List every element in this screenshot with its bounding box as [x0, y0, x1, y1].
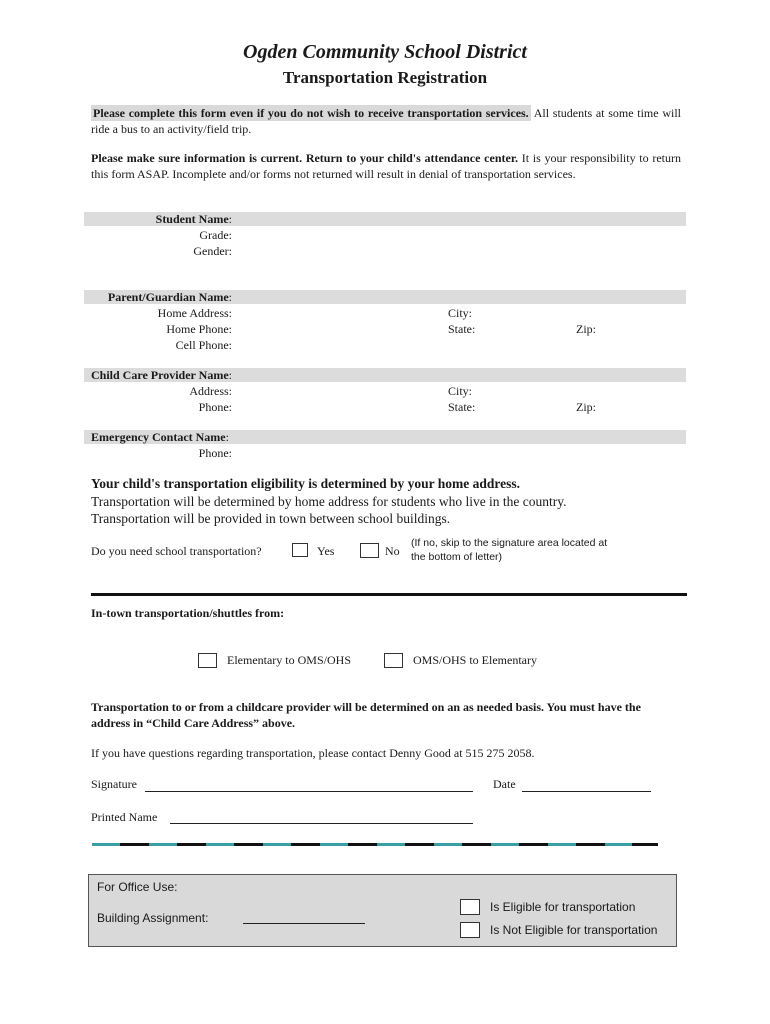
- not-eligible-checkbox[interactable]: [460, 922, 480, 938]
- signature-line[interactable]: [145, 791, 473, 792]
- emergency-name-label: Emergency Contact Name:: [91, 430, 229, 444]
- transport-question: Do you need school transportation?: [91, 544, 262, 558]
- cell-phone-label: Cell Phone:: [175, 338, 232, 352]
- childcare-name-label: Child Care Provider Name:: [91, 368, 232, 382]
- home-phone-label: Home Phone:: [166, 322, 232, 336]
- intro-rest-2: It is your responsibility to return this form ASAP. Incomplete and/or forms not returned will result in denial of transportation services.: [91, 151, 681, 181]
- office-use-box: [88, 874, 677, 947]
- no-label: No: [385, 544, 400, 558]
- no-note: (If no, skip to the signature area located at the bottom of letter): [411, 537, 608, 563]
- student-name-label: Student Name:: [155, 212, 232, 226]
- eligible-checkbox[interactable]: [460, 899, 480, 915]
- eligible-label: Is Eligible for transportation: [490, 900, 636, 914]
- oms-to-elem-checkbox[interactable]: [384, 653, 403, 668]
- intro-paragraph-2: [91, 150, 681, 182]
- building-assignment-line[interactable]: [243, 923, 365, 924]
- intro-rest: All students at some time will ride a bus to an activity/field trip.: [91, 106, 681, 136]
- office-heading: For Office Use:: [97, 880, 178, 894]
- printed-name-label: Printed Name: [91, 810, 158, 824]
- parent-state-label: State:: [448, 322, 476, 336]
- childcare-city-label: City:: [448, 384, 473, 398]
- form-title: Transportation Registration: [282, 68, 488, 87]
- district-title: Ogden Community School District: [243, 41, 527, 63]
- childcare-zip-label: Zip:: [576, 400, 596, 414]
- oms-to-elem-label: OMS/OHS to Elementary: [413, 653, 537, 667]
- emergency-phone-label: Phone:: [198, 446, 232, 460]
- elem-to-oms-checkbox[interactable]: [198, 653, 217, 668]
- yes-checkbox[interactable]: [292, 543, 308, 557]
- no-checkbox[interactable]: [360, 543, 379, 558]
- gender-label: Gender:: [193, 244, 232, 258]
- childcare-state-label: State:: [448, 400, 476, 414]
- section-divider: [91, 593, 687, 596]
- contact-note: If you have questions regarding transportation, please contact Denny Good at 515 275 2058.: [91, 746, 535, 760]
- intro-highlight: Please complete this form even if you do not wish to receive transportation services.: [93, 106, 529, 120]
- parent-city-label: City:: [448, 306, 473, 320]
- date-label: Date: [493, 777, 516, 791]
- childcare-phone-label: Phone:: [198, 400, 232, 414]
- grade-label: Grade:: [199, 228, 232, 242]
- parent-name-label: Parent/Guardian Name:: [107, 290, 232, 304]
- childcare-address-label: Address:: [189, 384, 232, 398]
- intro-bold: Please make sure information is current. Return to your child's attendance center.: [91, 151, 519, 165]
- date-line[interactable]: [522, 791, 651, 792]
- childcare-note: Transportation to or from a childcare provider will be determined on an as needed basis. You must have the address in “Child Care Address” above.: [91, 700, 641, 730]
- intro-paragraph-1: [91, 105, 681, 137]
- printed-name-line[interactable]: [170, 823, 473, 824]
- home-address-label: Home Address:: [157, 306, 232, 320]
- elem-to-oms-label: Elementary to OMS/OHS: [227, 653, 351, 667]
- eligibility-line-2: Transportation will be provided in town between school buildings.: [91, 511, 451, 526]
- parent-zip-label: Zip:: [576, 322, 596, 336]
- eligibility-heading: Your child's transportation eligibility is determined by your home address.: [91, 476, 521, 491]
- eligibility-line-1: Transportation will be determined by home address for students who live in the country.: [91, 494, 567, 509]
- yes-label: Yes: [317, 544, 335, 558]
- building-assignment-label: Building Assignment:: [97, 911, 209, 925]
- dashed-separator: [92, 843, 658, 846]
- not-eligible-label: Is Not Eligible for transportation: [490, 923, 658, 937]
- intown-heading: In-town transportation/shuttles from:: [91, 606, 285, 620]
- signature-label: Signature: [91, 777, 137, 791]
